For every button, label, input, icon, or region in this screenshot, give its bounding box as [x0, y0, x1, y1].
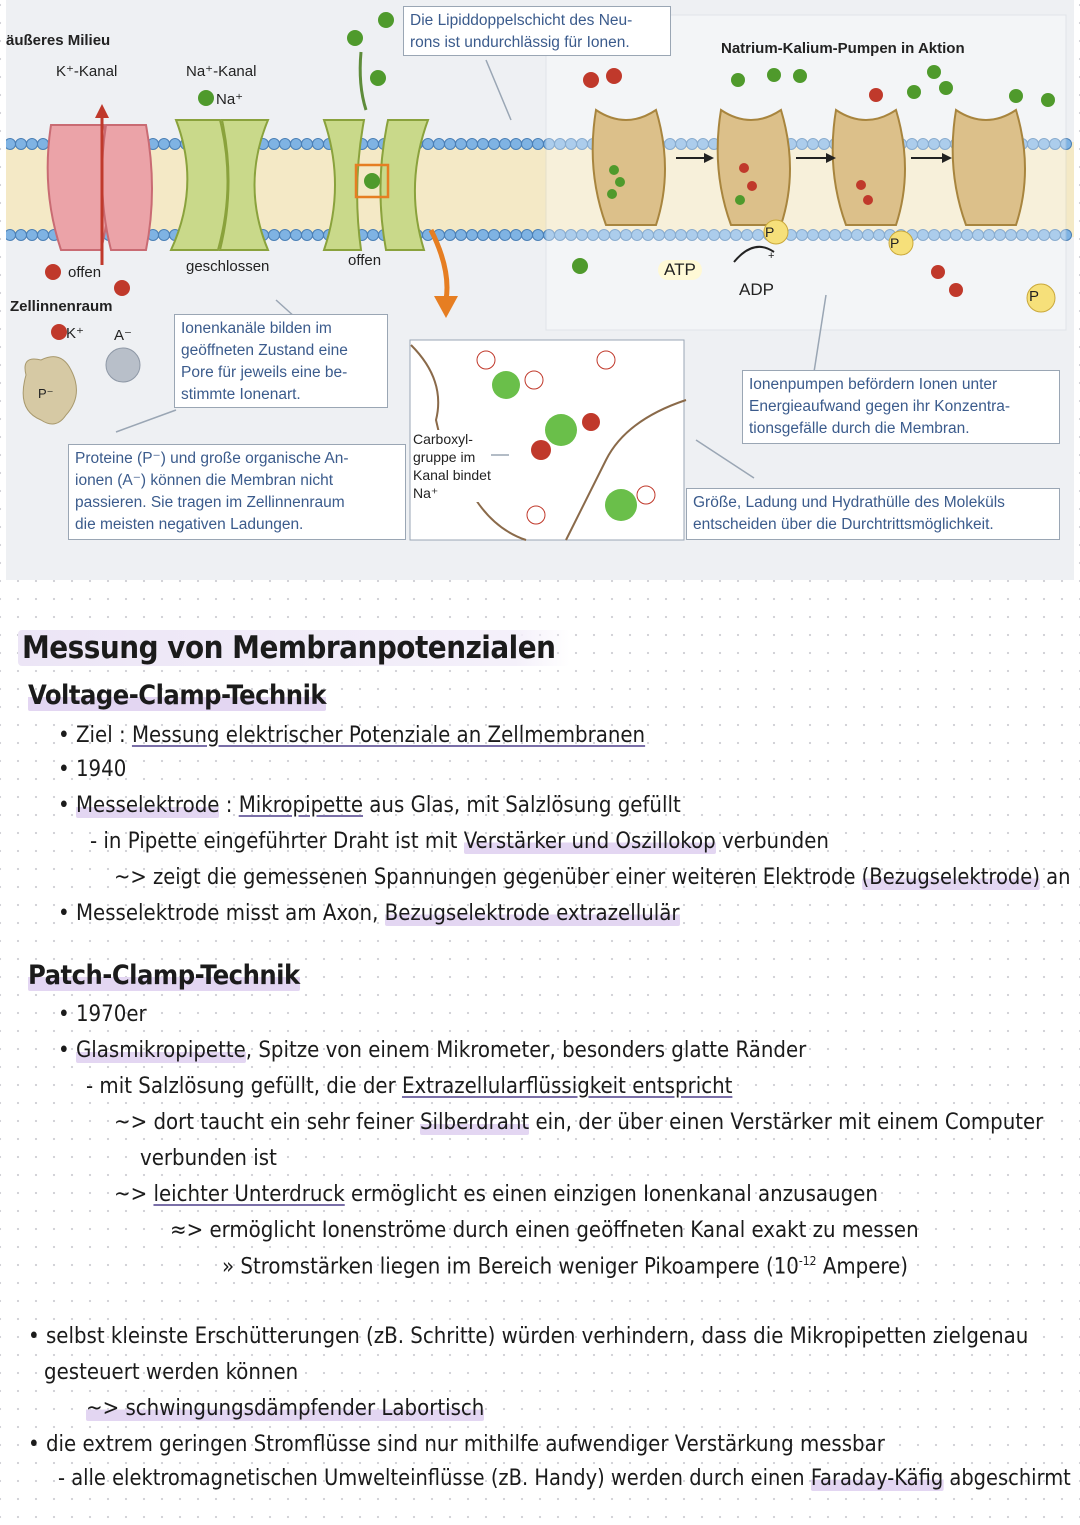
extra-line-table	[86, 1396, 484, 1421]
notes-title: Messung von Membranpotenzialen	[18, 630, 570, 666]
extra-faraday-text: - alle elektromagnetischen Umwelteinflüsse (zB. Handy) werden durch einen	[58, 1466, 811, 1491]
vc-wire-text: - in Pipette eingeführter Draht ist mit	[90, 829, 464, 854]
note-proteins: Proteine (P⁻) und große organische An- ionen (A⁻) können die Membran nicht passieren. Sie tragen im Zellinnenraum die meisten negativen Ladungen.	[68, 444, 406, 540]
label-plus: +	[768, 250, 775, 262]
pc-line-connected: verbunden ist	[140, 1146, 277, 1171]
pc-pipette-rest: , Spitze von einem Mikrometer, besonders glatte Ränder	[245, 1038, 807, 1063]
pc-line-wire	[114, 1110, 1043, 1135]
note-lipid-bilayer: Die Lipiddoppelschicht des Neu- rons ist undurchlässig für Ionen.	[403, 6, 671, 56]
extra-line-faraday	[58, 1466, 1071, 1491]
label-p3: P	[1029, 288, 1040, 305]
label-outside: äußeres Milieu	[6, 32, 111, 49]
extra-faraday-cage: Faraday-Käfig	[810, 1466, 944, 1491]
pc-wire-rest: ein, der über einen Verstärker mit einem Computer	[529, 1110, 1044, 1135]
pc-line-current	[222, 1254, 908, 1279]
extra-line-amplification: • die extrem geringen Stromflüsse sind nur mithilfe aufwendiger Verstärkung messbar	[28, 1432, 885, 1457]
vc-line-wire	[90, 829, 829, 854]
pc-line-pipette	[58, 1038, 806, 1063]
vc-shows-end: an	[1039, 865, 1071, 890]
pc-salt-text: - mit Salzlösung gefüllt, die der	[86, 1074, 402, 1099]
pc-line-suction	[114, 1182, 878, 1207]
vc-wire-amplifier: Verstärker und Oszillokop	[463, 829, 716, 854]
vc-electrode-pipette: Mikropipette	[238, 793, 364, 818]
vc-electrode-bullet: •	[58, 793, 76, 818]
vc-electrode-rest: aus Glas, mit Salzlösung gefüllt	[363, 793, 681, 818]
label-protein: P⁻	[38, 386, 54, 401]
membrane-figure	[6, 0, 1074, 580]
pc-current-text: » Stromstärken liegen im Bereich weniger Pikoampere (10	[222, 1254, 799, 1280]
vc-line-year: • 1940	[58, 757, 127, 782]
pc-salt-extracellular: Extrazellularflüssigkeit entspricht	[401, 1074, 733, 1099]
vc-goal-prefix: • Ziel :	[58, 723, 132, 748]
pc-suction-arrow: ~>	[114, 1182, 154, 1207]
voltage-clamp-heading-text: Voltage-Clamp-Technik	[28, 680, 327, 711]
vc-line-electrode	[58, 793, 681, 818]
label-open-na: offen	[348, 252, 382, 269]
vc-goal-text: Messung elektrischer Potenziale an Zellmembranen	[131, 723, 646, 748]
vc-shows-text: ~> zeigt die gemessenen Spannungen gegenüber einer weiteren Elektrode	[114, 865, 862, 890]
pc-line-salt	[86, 1074, 732, 1099]
pc-current-exponent: -12	[798, 1254, 817, 1268]
label-p2: P	[890, 235, 900, 251]
pc-suction-rest: ermöglicht es einen einzigen Ionenkanal anzusaugen	[344, 1182, 878, 1207]
pc-pipette-term: Glasmikropipette	[75, 1038, 246, 1063]
vc-axon-reference: Bezugselektrode extrazellulär	[384, 901, 680, 926]
voltage-clamp-heading	[28, 680, 326, 711]
pc-line-year: • 1970er	[58, 1002, 147, 1027]
pc-suction-term: leichter Unterdruck	[153, 1182, 345, 1207]
vc-electrode-colon: :	[219, 793, 239, 818]
label-anion: A⁻	[114, 327, 132, 344]
vc-wire-end: verbunden	[715, 829, 829, 854]
label-open-k: offen	[68, 264, 102, 281]
label-p1: P	[765, 224, 775, 240]
label-closed: geschlossen	[186, 258, 270, 275]
patch-clamp-heading-text: Patch-Clamp-Technik	[28, 960, 300, 991]
label-inside: Zellinnenraum	[10, 298, 113, 315]
label-na: Na⁺	[216, 91, 244, 108]
vc-line-axon	[58, 901, 680, 926]
label-atp: ATP	[658, 260, 702, 280]
extra-line-vibration: • selbst kleinste Erschütterungen (zB. Schritte) würden verhindern, dass die Mikropipetten zielgenau	[28, 1324, 1029, 1349]
vc-line-goal	[58, 723, 645, 748]
handwritten-notes	[0, 600, 1080, 1525]
k-channel	[48, 104, 152, 265]
patch-clamp-heading	[28, 960, 300, 991]
vc-axon-text: • Messelektrode misst am Axon,	[58, 901, 385, 926]
vc-electrode-term: Messelektrode	[75, 793, 220, 818]
pc-wire-silver: Silberdraht	[419, 1110, 530, 1135]
label-k-ion: K⁺	[66, 325, 84, 342]
label-adp: ADP	[739, 280, 774, 299]
note-ion-channels: Ionenkanäle bilden im geöffneten Zustand eine Pore für jeweils eine be- stimmte Ionenart.	[174, 314, 388, 408]
vc-line-shows	[114, 865, 1071, 890]
extra-line-controlled: gesteuert werden können	[44, 1360, 299, 1385]
label-pumps-title: Natrium-Kalium-Pumpen in Aktion	[721, 40, 965, 57]
note-size-charge: Größe, Ladung und Hydrathülle des Moleküls entscheiden über die Durchtrittsmöglichkeit.	[686, 488, 1060, 540]
label-na-channel: Na⁺-Kanal	[186, 63, 257, 80]
label-carboxyl: Carboxyl- gruppe im Kanal bindet Na⁺	[413, 431, 491, 501]
note-ion-pumps: Ionenpumpen befördern Ionen unter Energieaufwand gegen ihr Konzentra- tionsgefälle durch die Membran.	[742, 370, 1060, 444]
pc-pipette-bullet: •	[58, 1038, 76, 1063]
pc-line-measure: ≈> ermöglicht Ionenströme durch einen geöffneten Kanal exakt zu messen	[170, 1218, 919, 1243]
label-k-channel: K⁺-Kanal	[56, 63, 118, 80]
extra-table-text: ~> schwingungsdämpfender Labortisch	[86, 1396, 485, 1421]
extra-faraday-end: abgeschirmt	[943, 1466, 1071, 1491]
pc-wire-text: ~> dort taucht ein sehr feiner	[114, 1110, 420, 1135]
pc-current-unit: Ampere)	[816, 1254, 908, 1280]
vc-shows-reference: (Bezugselektrode)	[861, 865, 1040, 890]
